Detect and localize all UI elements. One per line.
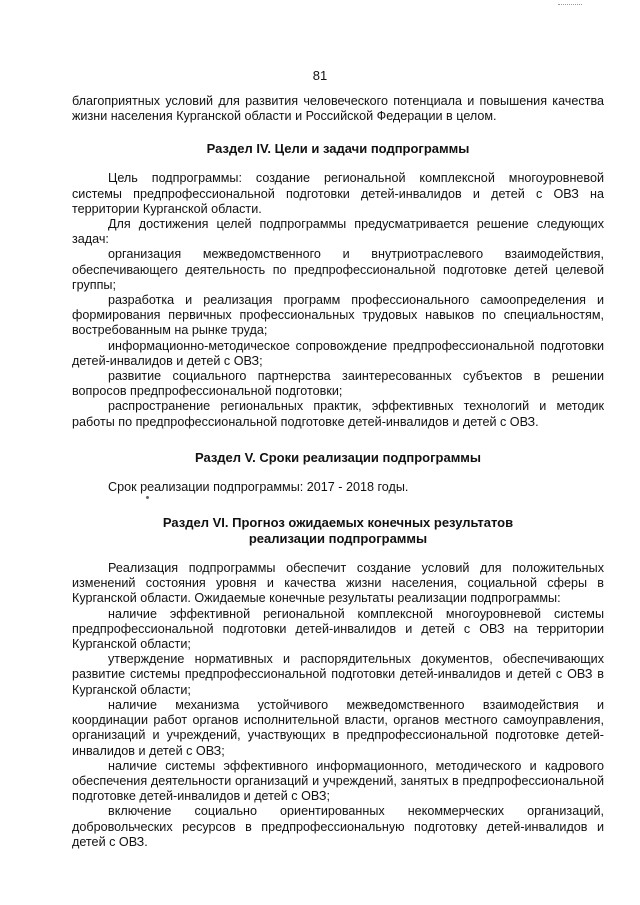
section-6-result: включение социально ориентированных некоммерческих организаций, добровольческих ресурсов в предпрофессиональную подготовку детей-инвалидов и детей с ОВЗ. (72, 804, 604, 849)
section-6-intro: Реализация подпрограммы обеспечит создание условий для положительных изменений состояния уровня и качества жизни населения, социальной сферы в Курганской области. Ожидаемые конечные результаты реализации подпрограммы: (72, 561, 604, 606)
section-5-heading: Раздел V. Сроки реализации подпрограммы (194, 449, 482, 465)
section-4-tasks-intro: Для достижения целей подпрограммы предусматривается решение следующих задач: (72, 217, 604, 247)
section-4-task: развитие социального партнерства заинтересованных субъектов в решении вопросов предпрофессиональной подготовки; (72, 369, 604, 399)
section-4-task: распространение региональных практик, эффективных технологий и методик работы по предпрофессиональной подготовке детей-инвалидов и детей с ОВЗ. (72, 399, 604, 429)
section-4-goal: Цель подпрограммы: создание региональной комплексной многоуровневой системы предпрофессиональной подготовки детей-инвалидов и детей с ОВЗ на территории Курганской области. (72, 171, 604, 216)
page-number: 81 (312, 68, 328, 83)
section-6-result: наличие механизма устойчивого межведомственного взаимодействия и координации работ органов исполнительной власти, органов местного самоуправления, организаций и учреждений, участвующих в предпрофессиональной подготовке детей-инвалидов и детей с ОВЗ; (72, 697, 604, 758)
document-body (72, 94, 604, 850)
section-4-task: организация межведомственного и внутриотраслевого взаимодействия, обеспечивающего деятельность по предпрофессиональной подготовке детей целевой группы; (72, 247, 604, 292)
scan-mark (558, 4, 582, 6)
section-6-result: утверждение нормативных и распорядительных документов, обеспечивающих развитие системы предпрофессиональной подготовки детей-инвалидов и детей с ОВЗ в Курганской области; (72, 652, 604, 697)
section-4-task: разработка и реализация программ профессионального самоопределения и формирования первичных профессиональных трудовых навыков по специальностям, востребованным на рынке труда; (72, 293, 604, 338)
section-6-result: наличие эффективной региональной комплексной многоуровневой системы предпрофессиональной подготовки детей-инвалидов и детей с ОВЗ на территории Курганской области; (72, 606, 604, 652)
section-4-heading: Раздел IV. Цели и задачи подпрограммы (206, 141, 470, 157)
section-6-result: наличие системы эффективного информационного, методического и кадрового обеспечения деятельности организаций и учреждений, занятых в предпрофессиональной подготовке детей-инвалидов и детей с ОВЗ; (72, 758, 604, 804)
section-5-term: Срок реализации подпрограммы: 2017 - 2018 годы. (108, 479, 409, 494)
section-6-heading (72, 515, 604, 547)
intro-paragraph: благоприятных условий для развития человеческого потенциала и повышения качества жизни населения Курганской области и Российской Федерации в целом. (72, 94, 604, 124)
section-4-task: информационно-методическое сопровождение предпрофессиональной подготовки детей-инвалидов и детей с ОВЗ; (72, 338, 604, 368)
section-6-heading-line1: Раздел VI. Прогноз ожидаемых конечных результатов (162, 515, 514, 531)
section-6-heading-line2: реализации подпрограммы (248, 531, 428, 547)
